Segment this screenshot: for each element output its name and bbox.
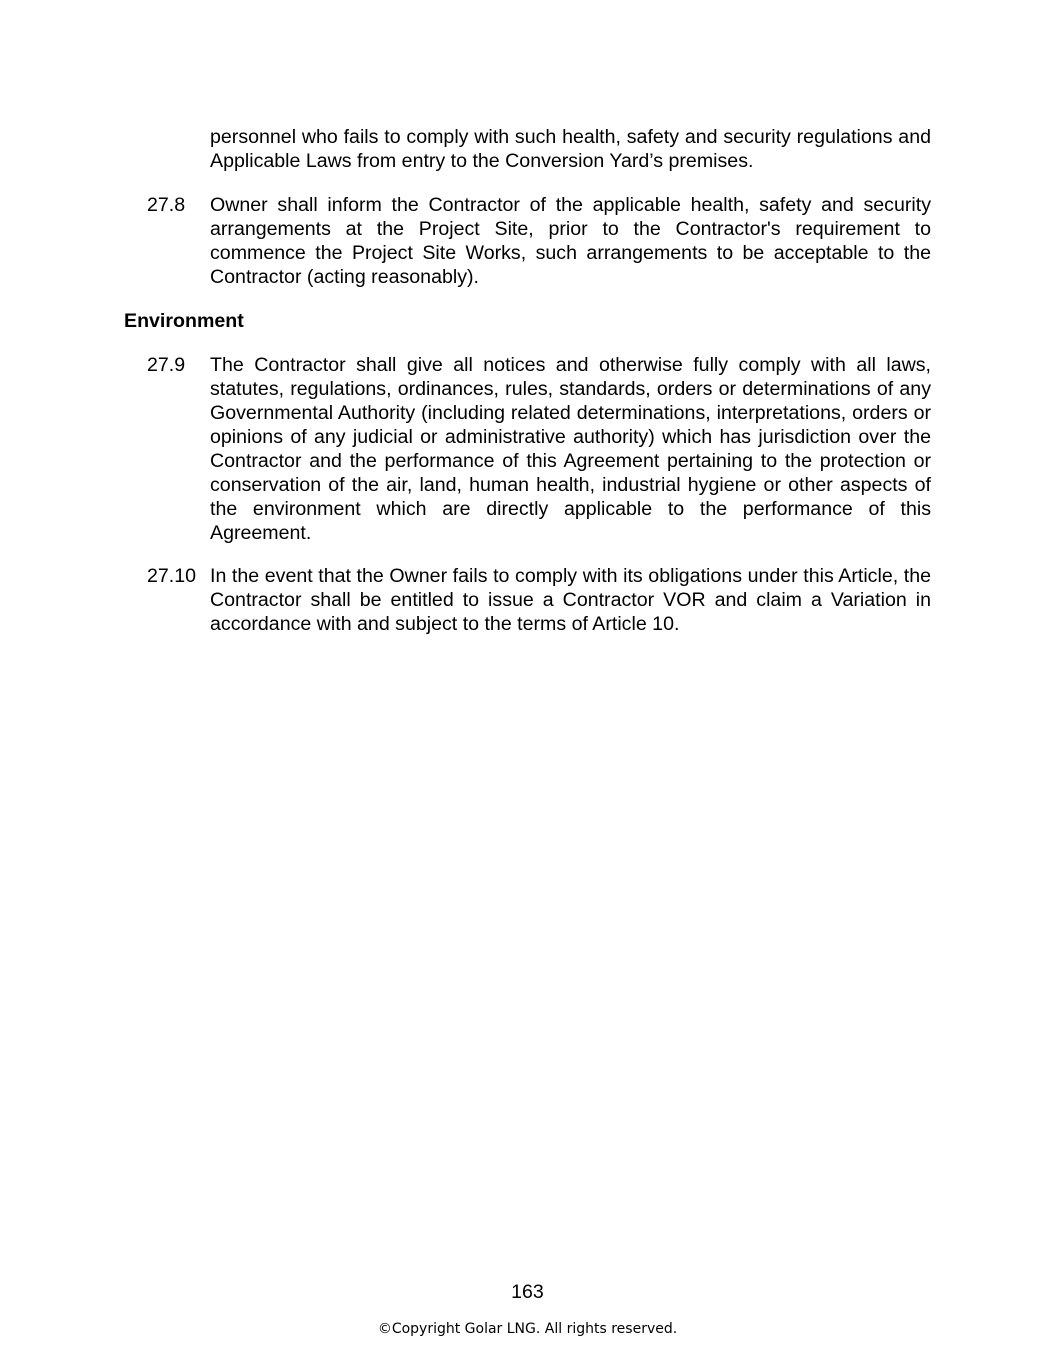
copyright-notice: ©Copyright Golar LNG. All rights reserved. xyxy=(377,1321,678,1337)
continuation-paragraph: personnel who fails to comply with such health, safety and security regulations and Applicable Laws from entry to the Conversion Yard’s premises. xyxy=(210,126,931,172)
clause-text: In the event that the Owner fails to comply with its obligations under this Article, the Contractor shall be entitled to issue a Contractor VOR and claim a Variation in accordance with and subject to the terms of Article 10. xyxy=(210,565,931,635)
clause-text: Owner shall inform the Contractor of the applicable health, safety and security arrangements at the Project Site, prior to the Contractor's requirement to commence the Project Site Works, such arrangements to be acceptable to the Contractor (acting reasonably). xyxy=(210,194,931,288)
clause-number: 27.9 xyxy=(147,354,186,376)
clause-number: 27.10 xyxy=(147,565,197,587)
section-heading-environment: Environment xyxy=(124,310,244,332)
page-number: 163 xyxy=(511,1281,544,1303)
clause-text: The Contractor shall give all notices and otherwise fully comply with all laws, statutes, regulations, ordinances, rules, standards, orders or determinations of any Governmental Authority (including related determinations, interpretations, orders or opinions of any judicial or administrative authority) which has jurisdiction over the Contractor and the performance of this Agreement pertaining to the protection or conservation of the air, land, human health, industrial hygiene or other aspects of the environment which are directly applicable to the performance of this Agreement. xyxy=(210,354,931,544)
clause-number: 27.8 xyxy=(147,194,186,216)
